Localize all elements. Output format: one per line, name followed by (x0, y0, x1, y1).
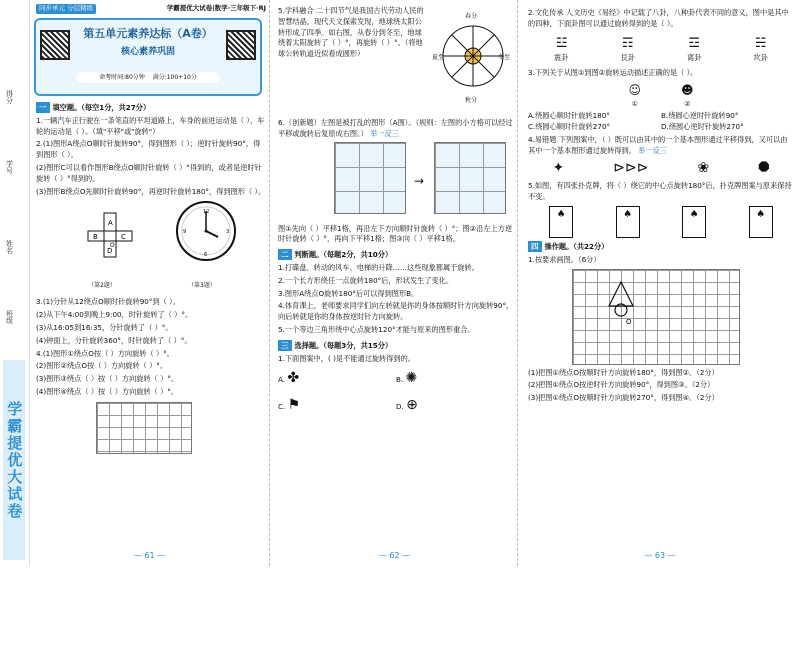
svg-text:6: 6 (204, 252, 208, 259)
svg-text:A: A (108, 219, 113, 228)
class-label: 班级 (5, 310, 14, 324)
svg-text:D: D (107, 247, 113, 256)
option-c: C. (278, 402, 286, 412)
id-label: 学号 (5, 160, 14, 174)
option-b: B.绕圆心逆时针旋转90° (661, 111, 739, 121)
tf-1: 1.打碟盘、转动的风车、电梯的升降……这些现象都属于旋转。 (278, 262, 479, 272)
gua-icon: ☳ (555, 35, 567, 51)
question-2-1: 2.(1)图形A绕点O顺时针旋转90°，得到图形（ ）；逆时针旋转90°，得到图形（ ）。 (36, 139, 261, 160)
fill-section-title: 填空题。（每空1分，共27分） (52, 103, 151, 112)
question-3: 3.下列关于从图①到图②旋转运动描述正确的是（ ）。 (528, 67, 698, 77)
star-pattern-icon: ✦ (552, 160, 565, 177)
svg-text:C: C (121, 233, 126, 242)
gua-icon: ☵ (754, 35, 767, 51)
question-3-1: 3.(1)分针从12绕点O顺时针旋转90°到（ ）。 (36, 297, 180, 307)
point-o-label: O (626, 317, 632, 326)
figure-3-caption: （第3题） (188, 282, 216, 290)
playing-card: ♠ (616, 206, 640, 238)
gua-icon: ☶ (621, 35, 634, 51)
draw-question-1-1: (1)把图①绕点O按顺时针方向旋转180°，得到图②。（2分） (528, 367, 719, 377)
tf-section-title: 判断题。（每题2分，共10分） (294, 250, 393, 260)
practice-link[interactable]: 举一反三 (638, 145, 667, 155)
page-number: — 63 — (644, 551, 676, 560)
question-4-1: 4.(1)图形①绕点O按（ ）方向旋转（ ）°。 (36, 348, 174, 358)
scrambled-grid (334, 142, 406, 214)
question-6-answer: 图①先向（ ）平移1格，再沿左下方向顺时针旋转（ ）°；图②沿左上方逆时针旋转（ ）°，再向下平移1格；图③向（ ）平移1格。 (278, 223, 513, 244)
qr-code-right (226, 30, 256, 60)
option-c: C.绕圆心顺时针旋转270° (528, 121, 611, 131)
mc-1: 1.下面图案中，( )是不能通过旋转得到的。 (278, 353, 415, 363)
draw-question-1: 1.按要求画图。（6分） (528, 254, 601, 264)
question-4-4: (4)图形④绕点（ ）按（ ）方向旋转（ ）°。 (36, 386, 179, 396)
clock-figure (174, 199, 238, 263)
tf-4: 4.体育课上，老师要求同学们向左转就是你的身体按顺时针方向旋转90°，向后转就是你的身体按逆时针方向旋转。 (278, 301, 514, 322)
draw-section-title: 操作题。（共22分） (544, 241, 609, 251)
option-a: A.绕圆心顺时针旋转180° (528, 111, 610, 121)
sync-tag: 同步单元 分层精练 (36, 4, 96, 14)
pinwheel-icon: ✤ (287, 370, 300, 387)
svg-text:9: 9 (183, 229, 187, 236)
playing-card: ♠ (749, 206, 773, 238)
season-label: 冬至 (498, 54, 511, 61)
season-label: 秋分 (465, 97, 478, 104)
restored-grid (434, 142, 506, 214)
svg-text:B: B (93, 233, 98, 242)
gua-icon: ☲ (688, 35, 701, 51)
figure-1-shape (573, 270, 741, 366)
question-6: 6.（创新题）左图是被打乱的图形（A围）。（规则：左图的小方格可以经过平移或旋转后复原成右图。） (278, 118, 513, 138)
draw-question-1-2: (2)把图①绕点O按逆时针方向旋转90°，得到图③。（2分） (528, 380, 715, 390)
page-number: — 62 — (378, 551, 411, 560)
question-4-2: (2)图形②绕点O按（ ）方向旋转（ ）°。 (36, 361, 168, 371)
octagon-pattern-icon: ⯃ (758, 160, 770, 177)
qr-code-left (40, 30, 70, 60)
question-4: 4.易错题 下列图案中，（ ）既可以由其中的一个基本图形通过平移得到，又可以由其中一个基本图形通过旋转得到。 (528, 134, 788, 155)
question-2-2: (2)图形C可以看作图形B绕点O顺时针旋转（ ）°得到的，或者是逆时针旋转（ ）°得到的。 (36, 162, 262, 183)
gua-label: 震卦 (554, 53, 569, 63)
section-marker: 二 (278, 249, 292, 260)
page-62 (272, 0, 518, 566)
rotation-grid (96, 402, 192, 454)
svg-text:3: 3 (226, 229, 230, 236)
section-marker: 一 (36, 102, 50, 113)
page-number: — 61 — (133, 551, 166, 560)
drawing-grid[interactable] (572, 269, 740, 365)
section-marker: 四 (528, 241, 542, 252)
figure-2-caption: （第2题） (88, 282, 116, 290)
question-5: 5.学科融合 二十四节气是我国古代劳动人民的智慧结晶，现代天文探索发现，地球绕太阳公转形成了四季。如右图，从春分到冬至，地球绕着太阳旋转了（ ）°，再旋转（ ）°。（将地球公转轨道近似看成圆形） (278, 6, 424, 59)
page-61 (30, 0, 270, 566)
seasons-diagram (432, 6, 514, 106)
question-2: 2.文化传承 人文历史《易经》中记载了八卦，八种卦代表不同的意义，图中是其中的四种，下面卦图可以通过旋转得到的是（ ）。 (528, 8, 789, 28)
question-3-2: (2)从下午4:00到晚上9:00，时针旋转了（ ）°。 (36, 310, 193, 320)
flower-pattern-icon: ❀ (697, 160, 710, 177)
question-2-3: (3)图形B绕点O先顺时针旋转90°，再逆时针旋转180°，得到图形（ ）。 (36, 186, 266, 196)
name-label: 姓名 (5, 240, 14, 254)
gua-label: 离卦 (687, 53, 702, 63)
smiley-icon: ☺ (628, 82, 641, 97)
page-63 (520, 0, 800, 566)
question-5: 5.如图，有四张扑克牌，将（ ）绕它的中心点旋转180°后，扑克牌图案与原来保持不变。 (528, 181, 792, 202)
tf-3: 3.图形A绕点O旋转180°后可以得到图形B。 (278, 288, 419, 298)
flag-icon: ⚑ (287, 397, 301, 414)
series-label: 学霸提优大试卷|数学·三年级下·RJ (166, 4, 266, 12)
brand-banner: 学霸提优大试卷 (3, 360, 25, 560)
playing-card: ♠ (549, 206, 573, 238)
figure-label: ① (631, 99, 638, 108)
question-1: 1.一辆汽车正行驶在一条笔直的平坦道路上，车身的前进运动是（ ），车轮的运动是（ ）。（填"平移"或"旋转"） (36, 115, 265, 136)
exam-time: 命考时间:80分钟 (99, 74, 145, 81)
gua-label: 艮卦 (620, 53, 635, 63)
flag-pattern-icon: ⊳⊳⊳ (613, 160, 649, 177)
figure-label: ② (684, 99, 691, 108)
section-marker: 三 (278, 340, 292, 351)
playing-card: ♠ (682, 206, 706, 238)
question-3-3: (3)从16:05到16:35，分针旋转了（ ）°。 (36, 322, 173, 332)
tf-2: 2.一个长方形绕任一点旋转180°后，形状发生了变化。 (278, 275, 454, 285)
option-a: A. (278, 375, 286, 385)
draw-question-1-3: (3)把图①绕点O按顺时针方向旋转270°，得到图④。（2分） (528, 393, 719, 403)
page-subtitle: 核心素养巩固 (120, 47, 175, 57)
tf-5: 5.一个等边三角形绕中心点旋转120°才能与原来的图形重合。 (278, 324, 475, 334)
gua-label: 坎卦 (753, 53, 768, 63)
option-d: D.绕圆心逆时针旋转270° (661, 121, 744, 131)
smiley-rotated-icon: ☻ (681, 82, 694, 97)
season-label: 夏至 (432, 54, 445, 61)
question-4-3: (3)图形③绕点（ ）按（ ）方向旋转（ ）°。 (36, 374, 179, 384)
title-card (34, 18, 262, 96)
score-label: 得分 (5, 90, 14, 104)
mc-section-title: 选择题。（每题3分，共15分） (294, 340, 393, 350)
option-d: D. (396, 402, 404, 412)
svg-text:O: O (110, 242, 115, 250)
page-title: 第五单元素养达标（A卷） (83, 27, 213, 40)
practice-link[interactable]: 举一反三 (370, 128, 399, 138)
question-3-4: (4)钟面上，分针旋转360°，时针旋转了（ ）°。 (36, 335, 192, 345)
wheel-icon: ⊕ (406, 397, 418, 414)
option-b: B. (396, 375, 404, 385)
arrow-right-icon: → (414, 173, 425, 188)
season-label: 春分 (465, 13, 478, 20)
svg-text:12: 12 (203, 209, 210, 216)
binding-strip (0, 0, 30, 566)
full-score: 满分:100+10分 (152, 74, 197, 81)
figure-rotation-abc (66, 203, 166, 283)
spiral-icon: ✺ (405, 370, 418, 387)
